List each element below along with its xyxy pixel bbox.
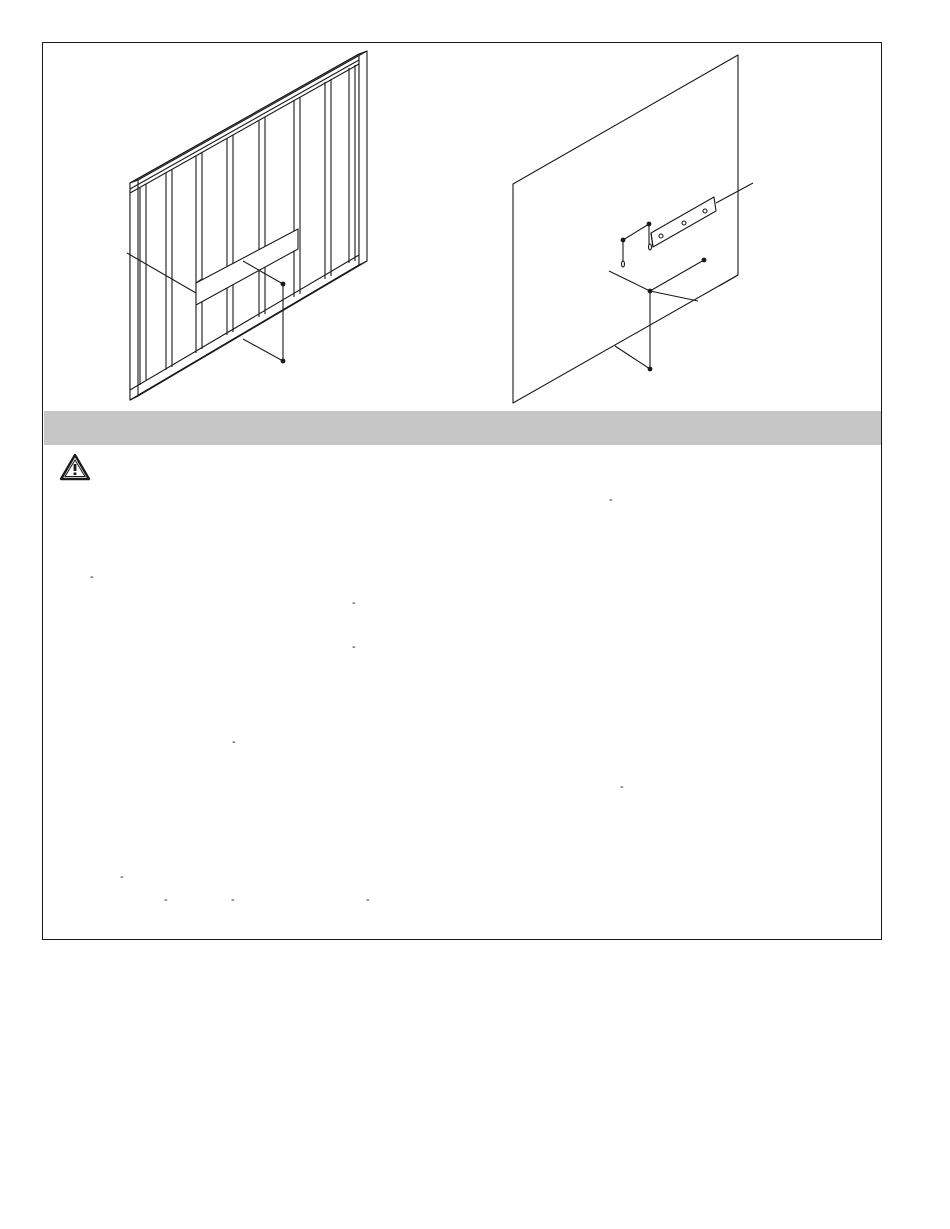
dash-mark: - bbox=[609, 494, 613, 506]
stud-wall-illustration bbox=[127, 51, 367, 400]
section-header-band bbox=[44, 411, 881, 445]
installation-illustrations bbox=[43, 43, 883, 411]
finished-wall-illustration bbox=[513, 55, 753, 403]
dash-mark: - bbox=[352, 641, 356, 653]
dash-mark: - bbox=[90, 571, 94, 583]
dash-mark: - bbox=[164, 894, 168, 906]
dash-mark: - bbox=[120, 871, 124, 883]
instruction-panel bbox=[42, 42, 882, 940]
dash-mark: - bbox=[232, 736, 236, 748]
warning-triangle-icon bbox=[59, 453, 91, 481]
dash-mark: - bbox=[366, 894, 370, 906]
dash-mark: - bbox=[620, 781, 624, 793]
dash-mark: - bbox=[231, 894, 235, 906]
dash-mark: - bbox=[352, 597, 356, 609]
